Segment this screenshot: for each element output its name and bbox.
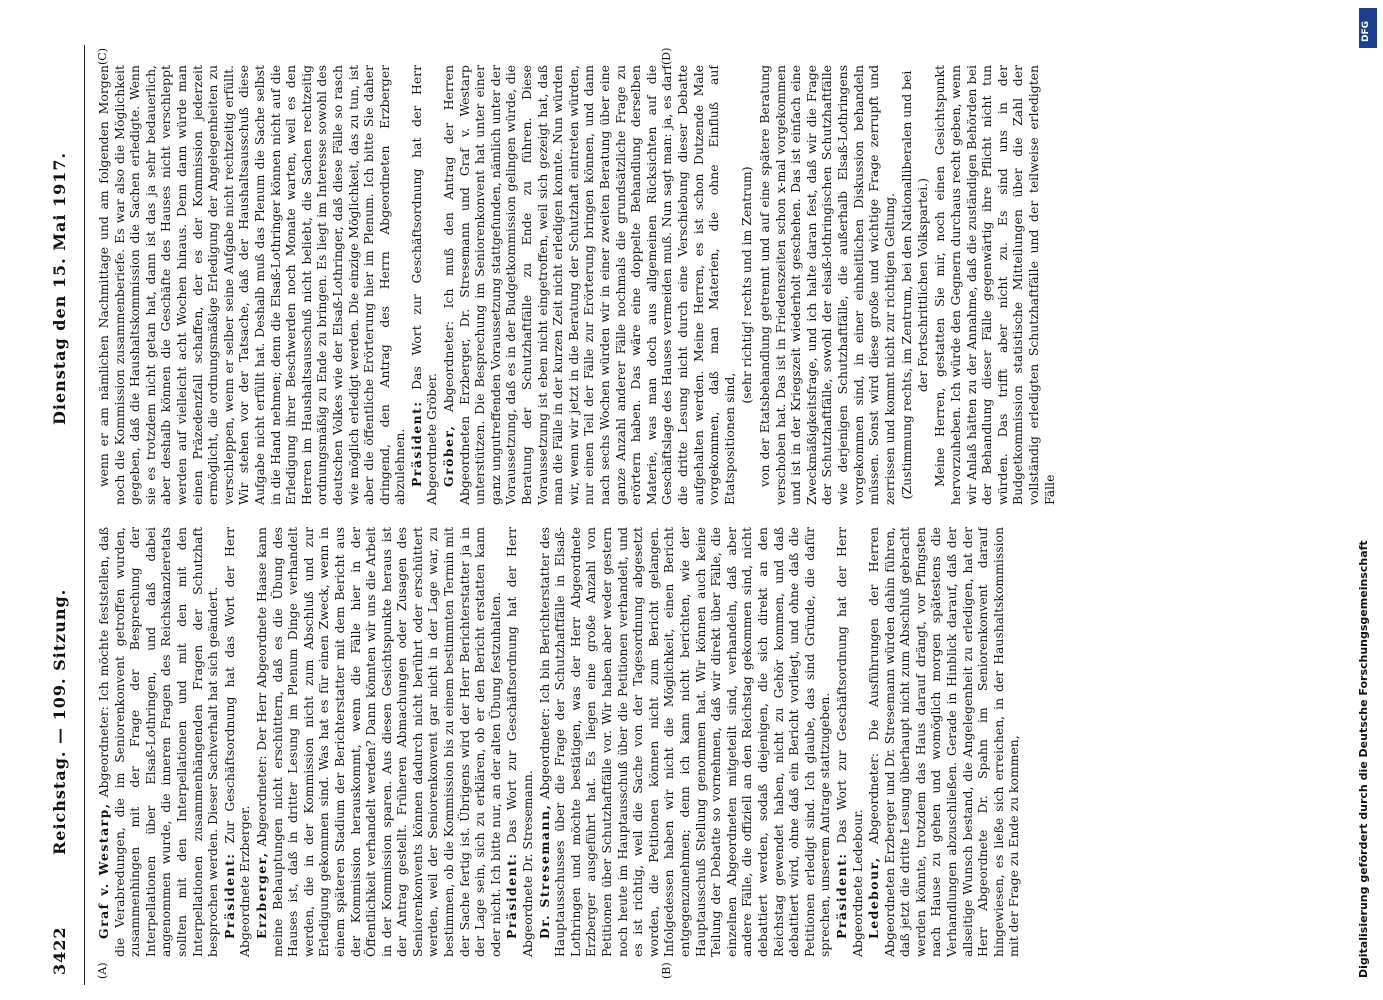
paragraph-text: Abgeordneter: Die Ausführungen der Herren Abgeordneten Erzberger und Dr. Stresemann würden dahin führen, daß jetzt die dritte Lesung überhaupt nicht zum Abschluß gebracht werden könnte, trotzdem das Haus darauf drängt, vor Pfingsten nach Hause zu gehen und womöglich morgen spätestens die Verhandlungen abzuschließen. Gerade in Hinblick darauf, daß der allseitige Wunsch bestand, die Angelegenheit zu erledigen, hat der Herr Abgeordnete Dr. Spahn im Seniorenkonvent darauf hingewiesen, es ließe sich erreichen, in der Haushaltskommission mit der Frage zu Ende zu kommen,: [866, 527, 1022, 957]
margin-marker-b: (B): [660, 962, 673, 979]
paragraph: [932, 65, 1057, 505]
speaker-name: Graf v. Westarp,: [96, 802, 111, 939]
paragraph: [96, 65, 408, 505]
speaker-name: Präsident:: [833, 852, 849, 939]
left-text-column: [96, 527, 1321, 957]
paragraph-text: Das Wort zur Geschäftsordnung hat der Herr Abgeordnete Ledebour.: [833, 527, 865, 957]
paragraph: [866, 527, 1022, 957]
header-rule: [84, 45, 85, 985]
paragraph: [409, 65, 440, 505]
paragraph-text: von der Etatsbehandlung getrennt und auf eine spätere Beratung verschoben hat. Das ist in Friedenszeiten schon x-mal vorgekommen und ist in der Kriegszeit wiederholt geschehen. Das ist einfach eine Zweckmäßigkeitsfrage, und ich halte daran fest, daß wir die Frage der Schutzhaftfälle, sowohl der elsaß-lothringischen Schutzhaftfälle wie derjenigen Schutzhaftfälle, die außerhalb Elsaß-Lothringens vorgekommen sind, in einer einheitlichen Diskussion behandeln müssen. Sonst wird diese große und wichtige Frage zerrupft und zerrissen und kommt nicht zur richtigen Geltung.: [756, 65, 897, 505]
paragraph: [96, 527, 221, 957]
digitization-note-text: Digitalisierung gefördert durch die Deutsche Forschungsgemeinschaft: [1357, 540, 1370, 978]
digitization-note: [1353, 10, 1379, 990]
speaker-name: Ledebour,: [866, 856, 882, 939]
paragraph: [537, 527, 833, 957]
paragraph-text: Zur Geschäftsordnung hat das Wort der Herr Abgeordnete Erzberger.: [221, 527, 253, 957]
paragraph-text: (sehr richtig! rechts und im Zentrum): [739, 166, 755, 404]
margin-marker-a: (A): [96, 962, 109, 979]
speaker-name: Gröber,: [441, 424, 457, 487]
margin-marker-c: (C): [96, 48, 109, 65]
margin-marker-d: (D): [660, 47, 673, 65]
paragraph-text: Abgeordneter: Ich möchte feststellen, daß die Verabredungen, die im Seniorenkonvent getroffen wurden, zusammenhingen mit der Frage der Besprechung der Interpellationen über Elsaß-Lothringen, und daß dabei angenommen wurde, die inneren Fragen des Reichskanzleretats sollten mit den Interpellationen und mit den mit den Interpellationen zusammenhängenden Fragen der Schutzhaft besprochen werden. Dieser Sachverhalt hat sich geändert.: [96, 527, 221, 957]
speaker-name: Präsident:: [408, 400, 424, 487]
paragraph: [222, 527, 253, 957]
speaker-name: Präsident:: [221, 852, 237, 939]
page-number: 3422: [50, 926, 69, 975]
header-left-title: Reichstag. — 109. Sitzung.: [50, 588, 69, 855]
paragraph-text: Das Wort zur Geschäftsordnung hat der Herr Abgeordnete Dr. Stresemann.: [504, 527, 536, 957]
page-header: [50, 45, 76, 985]
paragraph-text: Abgeordneter: Ich bin Berichterstatter des Hauptausschusses über die Frage der Schutzhaftfälle in Elsaß-Lothringen und möchte bestätigen, was der Herr Abgeordnete Erzberger ausgeführt hat. Es liegen eine große Anzahl von Petitionen über Schutzhaftfälle vor. Wir haben aber weder gestern noch heute im Hauptausschuß über die Petitionen verhandelt, und es ist richtig, weil die Sache von der Tagesordnung abgesetzt worden, die Petitionen können nicht zum Bericht gelangen. Infolgedessen haben wir nicht die Möglichkeit, einen Bericht entgegenzunehmen; denn ich kann nicht berichten, wie der Hauptausschuß Stellung genommen hat. Wir können auch keine Teilung der Debatte so vornehmen, daß wir direkt über Fälle, die einzelnen Abgeordneten mitgeteilt sind, verhandeln, daß aber andere Fälle, die offiziell an den Reichstag gekommen sind, nicht debattiert werden, sodaß diejenigen, die sich direkt an den Reichstag gewendet haben, nicht zu Gehör kommen, und daß debattiert wird, ohne daß ein Bericht vorliegt, und ohne daß die Petitionen erledigt sind. Ich glaube, das sind Gründe, die dafür sprechen, unserem Antrage stattzugeben.: [536, 527, 833, 957]
paragraph: [441, 65, 737, 505]
paragraph-text: Abgeordneter: Ich muß den Antrag der Herren Abgeordneten Erzberger, Dr. Stresemann und Graf v. Westarp unterstützen. Die Besprechung im Seniorenkonvent hat unter einer ganz ungutreffenden Voraussetzung stattgefunden, nämlich unter der Voraussetzung, daß es in der Budgetkommission gelingen würde, die Beratung der Schutzhaftfälle zu Ende zu führen. Diese Voraussetzung ist eben nicht eingetroffen, weil sich gezeigt hat, daß man die Fälle in der kurzen Zeit nicht erledigen konnte. Nun würden wir, wenn wir jetzt in die Beratung der Schutzhaft eintreten würden, nur einen Teil der Fälle zur Erörterung bringen können, und dann nach sechs Wochen würden wir in einer zweiten Beratung über eine ganze Anzahl anderer Fälle nochmals die grundsätzliche Frage zu erörtern haben. Das wäre eine doppelte Behandlung derselben Materie, was man doch aus allgemeinen Rücksichten auf die Geschäftslage des Hauses vermeiden muß. Nun sagt man: ja, es darf die dritte Lesung nicht durch eine Verschiebung dieser Debatte aufgehalten werden. Meine Herren, es ist schon Dutzende Male vorgekommen, daß man Materien, die ohne Einfluß auf Etatspositionen sind,: [441, 65, 737, 505]
rotated-page-frame: [40, 45, 1330, 985]
paragraph: [899, 65, 930, 505]
paragraph-text: (Zustimmung rechts, im Zentrum, bei den Nationalliberalen und bei der Fortschrittlichen Volkspartei.): [899, 70, 930, 500]
speaker-name: Erzberger,: [253, 851, 269, 939]
paragraph: [504, 527, 535, 957]
dfg-logo-text: DFG: [1361, 20, 1371, 42]
speaker-name: Präsident:: [504, 852, 520, 939]
header-right-title: Dienstag den 15. Mai 1917.: [50, 151, 69, 425]
paragraph-text: Abgeordneter: Der Herr Abgeordnete Haase kann meine Behauptungen nicht erschüttern, daß es die Übung des Hauses ist, daß in dritter Lesung im Plenum Dinge verhandelt werden, die in der Kommission nicht zum Abschluß und zur Erledigung gekommen sind. Was hat es für einen Zweck, wenn in einem späteren Stadium der Berichterstatter mit dem Bericht aus der Kommission herauskommt, wenn die Fälle hier in der Öffentlichkeit verhandelt werden? Dann könnten wir uns die Arbeit in der Kommission sparen. Aus diesen Gesichtspunkte heraus ist der Antrag gestellt. Früheren Abmachungen oder Zusagen des Seniorenkonvents können dadurch nicht berührt oder erschüttert werden, weil der Seniorenkonvent gar nicht in der Lage war, zu bestimmen, ob die Kommission bis zu einem bestimmten Termin mit der Sache fertig ist. Übrigens wird der Herr Berichterstatter ja in der Lage sein, sich zu erklären, ob er den Bericht erstatten kann oder nicht. Ich bitte nur, an der alten Übung festzuhalten.: [253, 527, 503, 957]
speaker-name: Dr. Stresemann,: [536, 803, 552, 939]
paragraph: [757, 65, 897, 505]
dfg-logo: [1359, 8, 1377, 48]
paragraph-text: wenn er am nämlichen Nachmittage und am folgenden Morgen noch die Kommission zusammenberiefe. Es war also die Möglichkeit gegeben, daß die Haushaltskommission die Sachen erledigte. Wenn sie es trotzdem nicht getan hat, dann ist das ja sehr bedauerlich, aber deshalb können die Geschäfte des Hauses nicht verschleppt werden auf vielleicht acht Wochen hinaus. Denn dann würde man einen Präzedenzfall schaffen, der es der Kommission jederzeit ermöglicht, die ordnungsmäßige Erledigung der Angelegenheiten zu verschleppen, wenn er selber seine Aufgabe nicht rechtzeitig erfüllt. Wir stehen vor der Tatsache, daß der Haushaltsausschuß diese Aufgabe nicht erfüllt hat. Deshalb muß das Plenum die Sache selbst in die Hand nehmen; denn die Elsaß-Lothringer können nicht auf die Erledigung ihrer Beschwerden noch Monate warten, weil es den Herren im Haushaltsausschuß nicht beliebt, die Sachen rechtzeitig ordnungsmäßig zu Ende zu bringen. Es liegt im Interesse sowohl des deutschen Volkes wie der Elsaß-Lothringer, daß diese Fälle so rasch wie möglich erledigt werden. Die einzige Möglichkeit, das zu tun, ist aber die öffentliche Erörterung hier im Plenum. Ich bitte Sie daher dringend, den Antrag des Herrn Abgeordneten Erzberger abzulehnen.: [96, 65, 408, 505]
right-text-column: [96, 65, 1321, 505]
paragraph: [254, 527, 504, 957]
paragraph-text: Das Wort zur Geschäftsordnung hat der Herr Abgeordnete Gröber.: [408, 65, 440, 505]
paragraph: [834, 527, 865, 957]
paragraph: [739, 65, 755, 505]
paragraph-text: Meine Herren, gestatten Sie mir, noch einen Gesichtspunkt hervorzuheben. Ich würde den Gegnern durchaus recht geben, wenn wir Anlaß hätten zu der Annahme, daß die zuständigen Behörden bei der Behandlung dieser Fälle gegenwärtig ihre Pflicht nicht tun würden. Das trifft aber nicht zu. Es sind uns in der Budgetkommission statistische Mitteilungen über die Zahl der vollständig erledigten Schutzhaftfälle und der teilweise erledigten Fälle: [932, 65, 1057, 505]
